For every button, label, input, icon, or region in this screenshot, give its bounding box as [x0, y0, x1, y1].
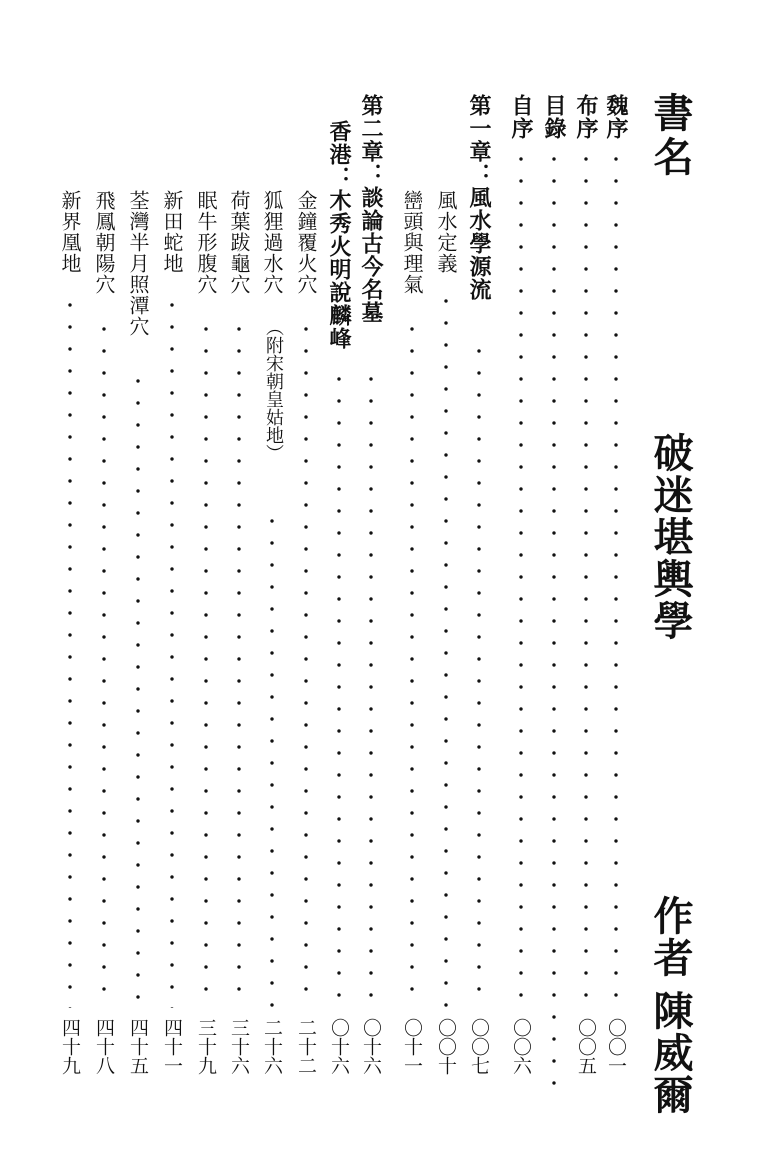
dot-leader: [583, 148, 589, 1008]
toc-entry-page: 〇〇一: [605, 1018, 627, 1075]
toc-entry-title: 狐狸過水穴: [260, 190, 284, 295]
toc-entry-page: 四十九: [59, 1018, 81, 1075]
author-name: 陳威爾: [647, 990, 693, 1116]
toc-entry-page: 三十九: [195, 1018, 217, 1075]
dot-leader: [135, 370, 141, 1008]
dot-leader: [551, 148, 557, 1088]
region-title: 香港：木秀火明說麟峰: [326, 120, 352, 350]
chapter-title: 第二章：談論古今名墓: [358, 94, 384, 324]
toc-entry-page: 二十二: [295, 1018, 317, 1075]
dot-leader: [613, 148, 619, 1008]
toc-entry-note: （附宋朝皇姑地）: [263, 318, 284, 462]
toc-entry-title: 荷葉跋龜穴: [227, 190, 251, 295]
toc-entry-page: 〇十一: [401, 1018, 423, 1075]
toc-entry-page: 〇十六: [360, 1018, 382, 1075]
dot-leader: [336, 368, 342, 1008]
toc-entry-title: 新田蛇地: [160, 190, 184, 274]
toc-entry-title: 魏序: [603, 94, 629, 140]
toc-entry-title: 風水定義: [434, 190, 458, 274]
toc-entry-page: 〇〇五: [575, 1018, 597, 1075]
toc-entry-page: 三十六: [228, 1018, 250, 1075]
book-title: 破迷堪輿學: [647, 432, 693, 642]
toc-entry-page: 〇〇十: [435, 1018, 457, 1075]
toc-entry-title: 自序: [508, 94, 534, 140]
dot-leader: [203, 318, 209, 1008]
toc-entry-page: 〇十六: [328, 1018, 350, 1075]
dot-leader: [303, 318, 309, 1008]
book-name-label: 書名: [647, 92, 693, 180]
dot-leader: [236, 318, 242, 1008]
toc-entry-page: 四十五: [127, 1018, 149, 1075]
dot-leader: [443, 290, 449, 1008]
dot-leader: [368, 368, 374, 1008]
toc-entry-title: 新界凰地: [58, 190, 82, 274]
dot-leader: [409, 318, 415, 1008]
toc-entry-title: 金鐘覆火穴: [294, 190, 318, 295]
dot-leader: [476, 340, 482, 1008]
toc-entry-title: 眠牛形腹穴: [194, 190, 218, 295]
toc-entry-title: 荃灣半月照潭穴: [126, 190, 150, 337]
toc-entry-page: 〇〇六: [510, 1018, 532, 1075]
dot-leader: [518, 148, 524, 1008]
toc-entry-title: 飛鳳朝陽穴: [92, 190, 116, 295]
dot-leader: [269, 510, 275, 1008]
author-label: 作者: [647, 895, 693, 979]
toc-entry-page: 四十八: [93, 1018, 115, 1075]
toc-entry-page: 四十一: [161, 1018, 183, 1075]
toc-entry-title: 巒頭與理氣: [400, 190, 424, 295]
toc-entry-title: 目錄: [541, 94, 567, 140]
toc-entry-page: 〇〇七: [468, 1018, 490, 1075]
toc-entry-page: 二十六: [261, 1018, 283, 1075]
dot-leader: [169, 294, 175, 1008]
chapter-title: 第一章：風水學源流: [466, 94, 492, 301]
dot-leader: [101, 318, 107, 1008]
toc-entry-title: 布序: [573, 94, 599, 140]
dot-leader: [67, 294, 73, 1008]
